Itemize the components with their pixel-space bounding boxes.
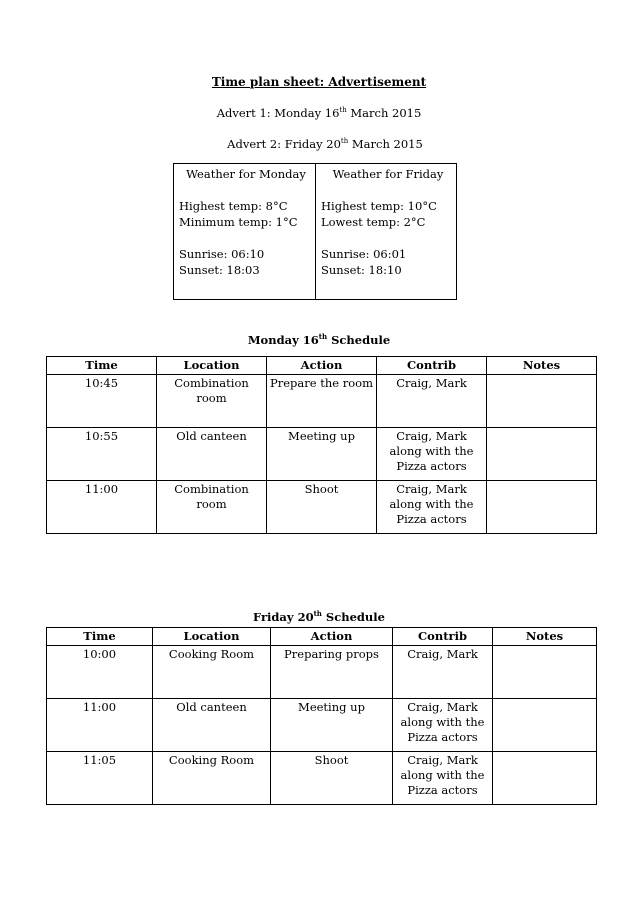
- table-row: [47, 481, 597, 534]
- weather-friday-heading: Weather for Friday: [332, 167, 444, 181]
- cell-notes: [493, 646, 597, 699]
- column-header: Action: [267, 357, 377, 375]
- column-header: Location: [157, 357, 267, 375]
- friday-schedule-table: [46, 627, 597, 805]
- weather-monday-high: Highest temp: 8°C: [179, 199, 288, 213]
- cell-time: 11:05: [47, 752, 153, 805]
- cell-location: Old canteen: [157, 428, 267, 481]
- cell-action: Shoot: [271, 752, 393, 805]
- cell-action: Shoot: [267, 481, 377, 534]
- cell-time: 11:00: [47, 699, 153, 752]
- advert-1-date: Advert 1: Monday 16th March 2015: [216, 106, 422, 120]
- table-row: [47, 375, 597, 428]
- table-row: [47, 428, 597, 481]
- column-header: Contrib: [377, 357, 487, 375]
- weather-divider: [315, 164, 316, 299]
- cell-location: Old canteen: [153, 699, 271, 752]
- cell-notes: [487, 375, 597, 428]
- monday-schedule-table: [46, 356, 597, 534]
- column-header: Action: [271, 628, 393, 646]
- weather-friday-sunset: Sunset: 18:10: [321, 263, 402, 277]
- cell-contrib: Craig, Mark: [393, 646, 493, 699]
- weather-friday-sunrise: Sunrise: 06:01: [321, 247, 407, 261]
- cell-contrib: Craig, Mark along with the Pizza actors: [377, 481, 487, 534]
- cell-location: Cooking Room: [153, 752, 271, 805]
- cell-notes: [493, 699, 597, 752]
- table-header-row: [47, 357, 597, 375]
- column-header: Time: [47, 357, 157, 375]
- cell-location: Combination room: [157, 375, 267, 428]
- cell-contrib: Craig, Mark along with the Pizza actors: [393, 699, 493, 752]
- column-header: Location: [153, 628, 271, 646]
- table-row: [47, 699, 597, 752]
- cell-time: 10:55: [47, 428, 157, 481]
- friday-schedule-title: Friday 20th Schedule: [253, 609, 385, 624]
- advert-2-date: Advert 2: Friday 20th March 2015: [227, 137, 423, 151]
- cell-contrib: Craig, Mark along with the Pizza actors: [377, 428, 487, 481]
- cell-time: 10:45: [47, 375, 157, 428]
- cell-notes: [493, 752, 597, 805]
- column-header: Time: [47, 628, 153, 646]
- weather-monday-sunrise: Sunrise: 06:10: [179, 247, 265, 261]
- cell-notes: [487, 481, 597, 534]
- table-row: [47, 646, 597, 699]
- weather-monday-low: Minimum temp: 1°C: [179, 215, 298, 229]
- cell-time: 10:00: [47, 646, 153, 699]
- document-title: Time plan sheet: Advertisement: [211, 75, 427, 89]
- table-row: [47, 752, 597, 805]
- cell-contrib: Craig, Mark along with the Pizza actors: [393, 752, 493, 805]
- weather-monday-heading: Weather for Monday: [186, 167, 306, 181]
- cell-action: Meeting up: [271, 699, 393, 752]
- monday-schedule-title: Monday 16th Schedule: [247, 332, 391, 347]
- cell-action: Prepare the room: [267, 375, 377, 428]
- cell-location: Combination room: [157, 481, 267, 534]
- weather-friday-low: Lowest temp: 2°C: [321, 215, 426, 229]
- weather-friday-high: Highest temp: 10°C: [321, 199, 437, 213]
- weather-friday: [321, 166, 455, 278]
- column-header: Notes: [493, 628, 597, 646]
- cell-action: Preparing props: [271, 646, 393, 699]
- cell-notes: [487, 428, 597, 481]
- weather-table: [173, 163, 457, 300]
- cell-location: Cooking Room: [153, 646, 271, 699]
- cell-contrib: Craig, Mark: [377, 375, 487, 428]
- table-header-row: [47, 628, 597, 646]
- column-header: Notes: [487, 357, 597, 375]
- cell-action: Meeting up: [267, 428, 377, 481]
- column-header: Contrib: [393, 628, 493, 646]
- weather-monday-sunset: Sunset: 18:03: [179, 263, 260, 277]
- weather-monday: [179, 166, 313, 278]
- cell-time: 11:00: [47, 481, 157, 534]
